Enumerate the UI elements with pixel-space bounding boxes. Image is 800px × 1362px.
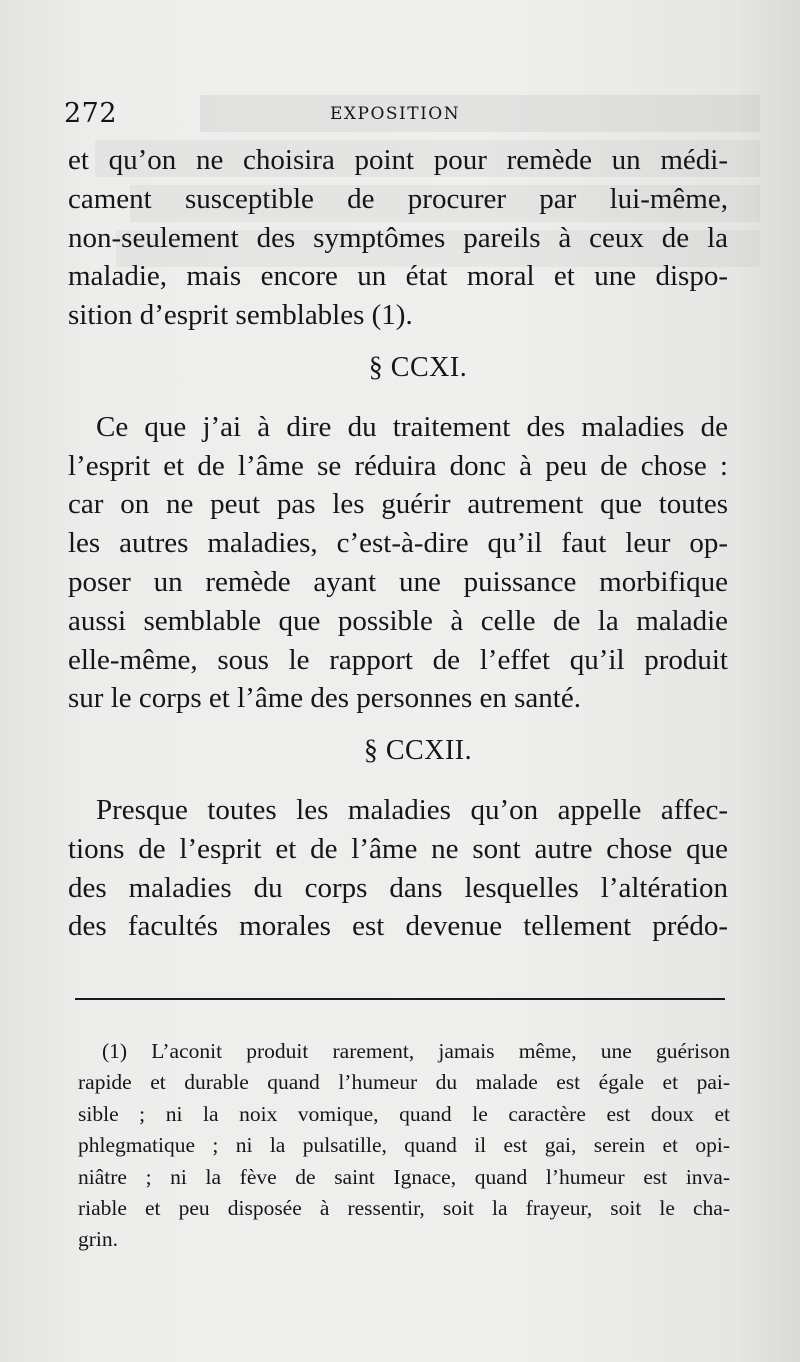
- footnote-line: (1) L’aconit produit rarement, jamais même, une guérison: [102, 1039, 730, 1063]
- page-number: 272: [64, 98, 118, 129]
- footnote-separator-rule: [75, 998, 725, 1000]
- footnote-line: grin.: [78, 1227, 119, 1252]
- footnote-line: niâtre ; ni la fève de saint Ignace, quand l’humeur est inva-: [78, 1164, 730, 1189]
- text-line: tions de l’esprit et de l’âme ne sont autre chose que: [68, 832, 728, 865]
- footnote-line: sible ; ni la noix vomique, quand le caractère est doux et: [78, 1101, 730, 1126]
- section-heading-ccxi: § CCXI.: [368, 351, 468, 383]
- footnote-line: riable et peu disposée à ressentir, soit la frayeur, soit le cha-: [78, 1195, 730, 1220]
- text-line: des maladies du corps dans lesquelles l’altération: [68, 871, 728, 904]
- text-line: sition d’esprit semblables (1).: [68, 299, 413, 332]
- text-line: Ce que j’ai à dire du traitement des maladies de: [96, 410, 728, 443]
- footnote-line: rapide et durable quand l’humeur du malade est égale et pai-: [78, 1070, 730, 1095]
- text-line: les autres maladies, c’est-à-dire qu’il faut leur op-: [68, 527, 728, 560]
- footnote-line: phlegmatique ; ni la pulsatille, quand il est gai, serein et opi-: [78, 1133, 730, 1158]
- paragraph-ccxi: [68, 408, 728, 718]
- text-line: sur le corps et l’âme des personnes en santé.: [68, 682, 581, 715]
- page-header: [62, 98, 722, 128]
- text-line: l’esprit et de l’âme se réduira donc à peu de chose :: [68, 449, 728, 482]
- text-line: cament susceptible de procurer par lui-même,: [68, 182, 728, 215]
- text-line: poser un remède ayant une puissance morbifique: [68, 565, 728, 598]
- text-line: non-seulement des symptômes pareils à ceux de la: [68, 221, 728, 254]
- footnote: [78, 1036, 730, 1256]
- text-line: maladie, mais encore un état moral et une dispo-: [68, 260, 728, 293]
- text-line: car on ne peut pas les guérir autrement que toutes: [68, 488, 728, 521]
- section-heading-ccxii: § CCXII.: [363, 735, 473, 767]
- text-line: des facultés morales est devenue tellement prédo-: [68, 910, 728, 943]
- text-line: et qu’on ne choisira point pour remède un médi-: [68, 144, 728, 176]
- text-line: aussi semblable que possible à celle de la maladie: [68, 604, 728, 637]
- paragraph-continued: [68, 141, 728, 335]
- main-text: [68, 141, 728, 946]
- paragraph-ccxii: [68, 791, 728, 946]
- running-title: EXPOSITION: [330, 104, 461, 124]
- text-line: Presque toutes les maladies qu’on appelle affec-: [96, 793, 728, 826]
- text-line: elle-même, sous le rapport de l’effet qu’il produit: [68, 643, 728, 676]
